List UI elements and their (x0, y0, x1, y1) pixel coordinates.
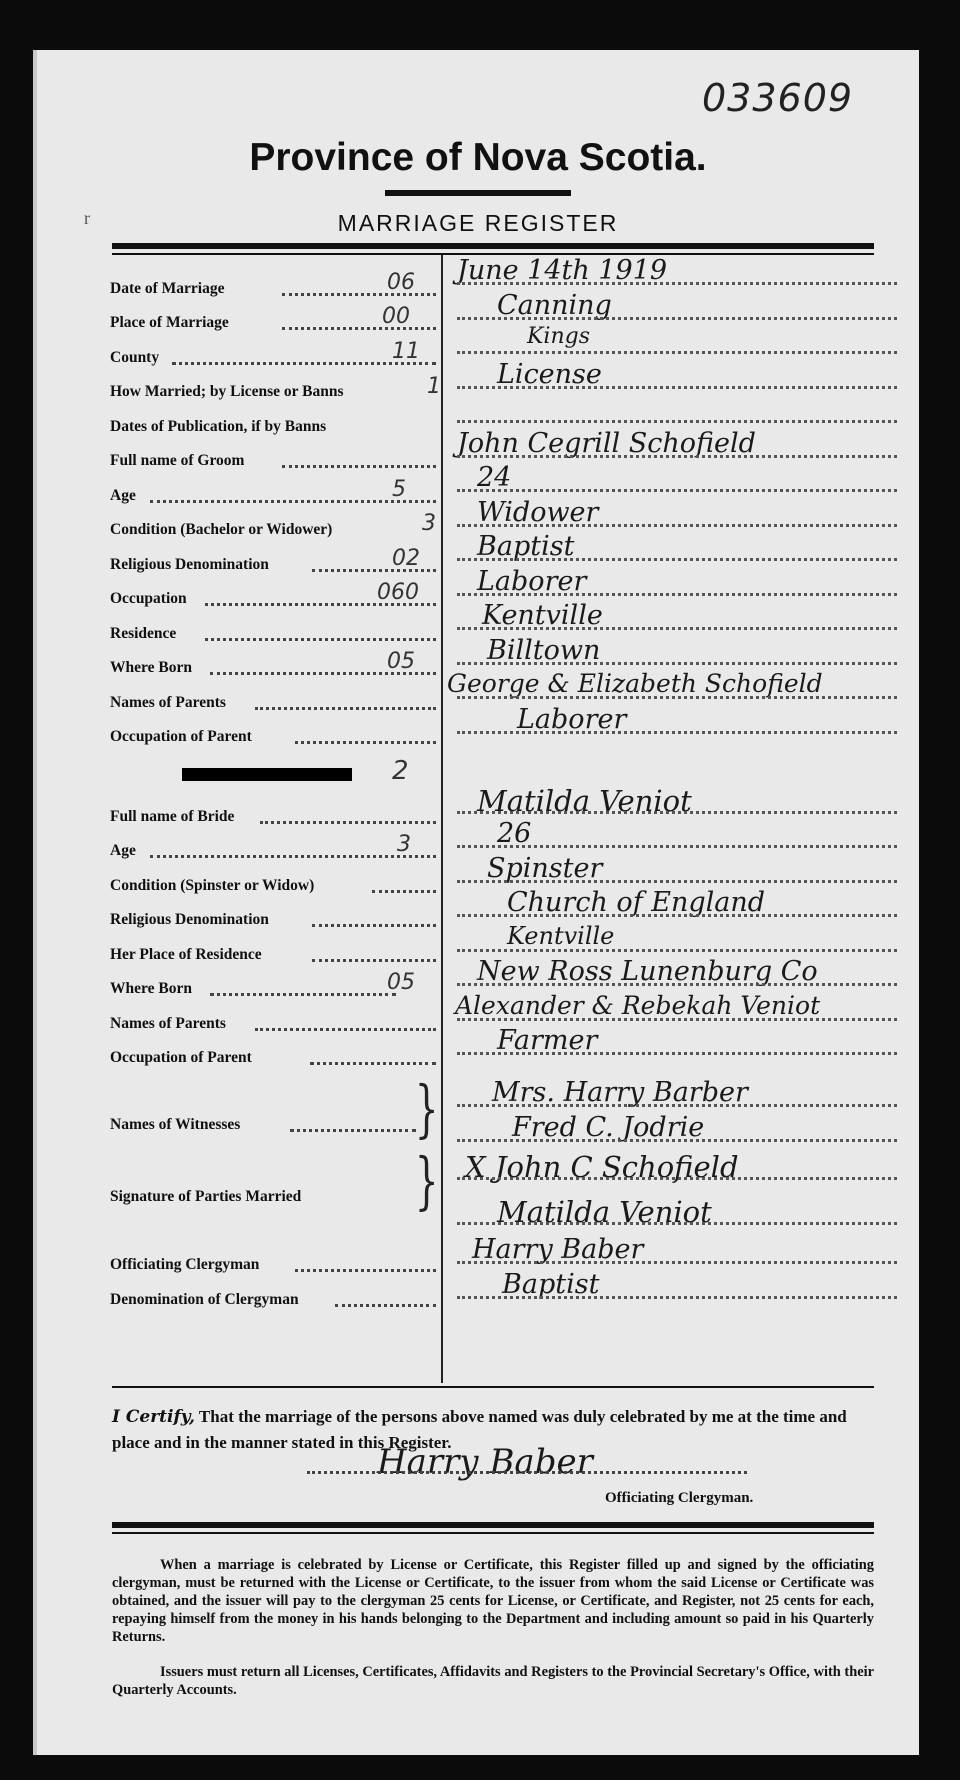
entry-text: Matilda Veniot (477, 784, 692, 818)
column-divider (441, 255, 443, 1383)
field-label: Occupation of Parent (110, 1049, 252, 1066)
entry-dots (457, 1296, 897, 1299)
entry-dots (457, 558, 897, 561)
entry-dots (457, 489, 897, 492)
entry-dots (457, 524, 897, 527)
entry-dots (457, 1261, 897, 1264)
entry-dots (457, 1018, 897, 1021)
field-label: Denomination of Clergyman (110, 1291, 299, 1308)
field-label: Age (110, 842, 136, 859)
entry-text: Baptist (477, 531, 575, 562)
leader-dots (255, 1028, 436, 1031)
entry-dots (457, 1177, 897, 1180)
entry-text: George & Elizabeth Schofield (447, 669, 823, 698)
entry-text: X John C Schofield (465, 1150, 739, 1184)
leader-dots (150, 855, 436, 858)
field-label: Where Born (110, 980, 192, 997)
leader-dots (372, 890, 436, 893)
entry-text: Widower (477, 497, 599, 528)
entry-text: Kings (527, 324, 591, 349)
top-rule (112, 243, 874, 249)
field-row (110, 446, 436, 476)
entry-text: Billtown (487, 635, 601, 666)
witnesses-bracket: } (414, 1072, 439, 1145)
field-row (110, 722, 436, 752)
entry-dots (457, 914, 897, 917)
entry-text: Alexander & Rebekah Veniot (455, 991, 821, 1020)
field-row (110, 343, 436, 373)
entry-text: New Ross Lunenburg Co (477, 956, 818, 987)
entry-dots (457, 662, 897, 665)
field-row (110, 836, 436, 866)
field-row (110, 619, 436, 649)
bride-section-bar (182, 768, 352, 781)
field-code: 3 (397, 832, 411, 857)
field-code: 060 (377, 580, 419, 605)
entry-text: Church of England (507, 887, 766, 918)
entry-text: Spinster (487, 853, 603, 884)
entry-dots (457, 593, 897, 596)
register-sheet (33, 50, 919, 1755)
field-row (110, 1182, 436, 1212)
field-row (110, 550, 436, 580)
bottom-rule (112, 1522, 874, 1528)
entry-dots (457, 351, 897, 354)
bride-section-code: 2 (392, 756, 409, 786)
field-label: Names of Witnesses (110, 1116, 241, 1133)
entry-dots (457, 1052, 897, 1055)
field-label: Names of Parents (110, 694, 226, 711)
leader-dots (205, 638, 436, 641)
field-row (110, 802, 436, 832)
signatures-bracket: } (414, 1144, 439, 1217)
leader-dots (295, 741, 436, 744)
field-row (110, 940, 436, 970)
field-label: Place of Marriage (110, 314, 229, 331)
field-row (110, 1110, 436, 1140)
leader-dots (282, 327, 436, 330)
entry-dots (457, 1104, 897, 1107)
field-label: Residence (110, 625, 177, 642)
leader-dots (290, 1129, 416, 1132)
field-code: 06 (387, 270, 415, 295)
entry-text: Fred C. Jodrie (512, 1112, 705, 1143)
field-code: 02 (392, 546, 420, 571)
field-row (110, 481, 436, 511)
title-rule (385, 190, 571, 196)
entry-text: John Cegrill Schofield (457, 428, 756, 459)
field-label: Date of Marriage (110, 280, 225, 297)
field-label: Religious Denomination (110, 556, 269, 573)
field-label: Signature of Parties Married (110, 1188, 302, 1205)
leader-dots (310, 1062, 436, 1065)
leader-dots (335, 1304, 436, 1307)
field-label: Occupation of Parent (110, 728, 252, 745)
entry-dots (457, 386, 897, 389)
entry-text: 26 (497, 818, 532, 849)
entry-dots (457, 696, 897, 699)
leader-dots (282, 465, 436, 468)
page-edge-marker: r (84, 208, 90, 228)
field-row (110, 688, 436, 718)
officiating-clergyman-label: Officiating Clergyman. (605, 1490, 754, 1506)
field-row (110, 1043, 436, 1073)
entry-text: Canning (497, 290, 612, 321)
leader-dots (210, 993, 396, 996)
field-row (110, 871, 436, 901)
entry-text: Mrs. Harry Barber (492, 1077, 748, 1108)
instructions-paragraph: When a marriage is celebrated by License or Certificate, this Register filled up and signed by the officiating clergyman, must be returned with the License or Certificate, to the issuer from whom the said License or Certificate was obtained, and the issuer will pay to the clergyman 25 cents for License, or Certificate, and Register, not 25 cents for each, repaying himself from the money in his hands belonging to the Department and including amount so paid in his Quarterly Returns. (112, 1557, 874, 1645)
field-row (110, 905, 436, 935)
field-label: Her Place of Residence (110, 946, 262, 963)
issuers-paragraph: Issuers must return all Licenses, Certificates, Affidavits and Registers to the Provincial Secretary's Office, with their Quarterly Accounts. (112, 1664, 874, 1698)
entry-dots (457, 282, 897, 285)
field-code: 05 (387, 970, 415, 995)
field-code: 3 (422, 511, 436, 536)
field-code: 00 (382, 304, 410, 329)
entry-dots (457, 983, 897, 986)
field-row (110, 1285, 436, 1315)
leader-dots (260, 821, 436, 824)
entry-text: Matilda Veniot (497, 1195, 712, 1229)
field-label: Names of Parents (110, 1015, 226, 1032)
entry-text: Laborer (477, 566, 587, 597)
field-row (110, 1009, 436, 1039)
field-label: Officiating Clergyman (110, 1256, 260, 1273)
entry-dots (457, 949, 897, 952)
entry-dots (457, 880, 897, 883)
reference-number: 033609 (702, 76, 854, 120)
field-label: Religious Denomination (110, 911, 269, 928)
entry-text: Laborer (517, 704, 627, 735)
field-code: 05 (387, 649, 415, 674)
bottom-rule-thin (112, 1532, 874, 1534)
leader-dots (295, 1269, 436, 1272)
mid-rule (112, 1386, 874, 1388)
field-label: Full name of Bride (110, 808, 235, 825)
field-label: Dates of Publication, if by Banns (110, 418, 327, 435)
field-label: County (110, 349, 160, 366)
field-row (110, 377, 436, 407)
field-code: 1 (427, 374, 441, 399)
entry-text: Kentville (507, 922, 615, 950)
signature-dots (307, 1471, 747, 1474)
page-title: Province of Nova Scotia. (249, 136, 707, 179)
entry-text: June 14th 1919 (457, 255, 668, 286)
field-label: Age (110, 487, 136, 504)
entry-text: Baptist (502, 1269, 600, 1300)
leader-dots (312, 959, 436, 962)
field-code: 5 (392, 477, 406, 502)
entry-dots (457, 455, 897, 458)
entry-dots (457, 811, 897, 814)
field-code: 11 (392, 339, 420, 364)
entry-dots (457, 731, 897, 734)
entry-dots (457, 317, 897, 320)
field-row (110, 515, 436, 545)
field-row (110, 412, 436, 442)
entry-text: Kentville (482, 600, 603, 631)
entry-text: License (497, 359, 602, 390)
certify-text: That the marriage of the persons above named was duly celebrated by me at the time and place and in the manner stated in this Register. (112, 1407, 847, 1452)
entry-text: Harry Baber (472, 1234, 644, 1265)
certify-lead: I Certify, (112, 1407, 195, 1427)
leader-dots (312, 924, 436, 927)
entry-text: Farmer (497, 1025, 598, 1056)
field-row (110, 1250, 436, 1280)
entry-dots (457, 420, 897, 423)
entry-dots (457, 627, 897, 630)
entry-dots (457, 1222, 897, 1225)
entry-text: 24 (477, 462, 512, 493)
field-label: Condition (Spinster or Widow) (110, 877, 315, 894)
entry-dots (457, 1139, 897, 1142)
clergy-signature: Harry Baber (377, 1442, 593, 1482)
field-label: How Married; by License or Banns (110, 383, 344, 400)
field-label: Where Born (110, 659, 192, 676)
field-label: Occupation (110, 590, 187, 607)
field-label: Condition (Bachelor or Widower) (110, 521, 333, 538)
field-label: Full name of Groom (110, 452, 245, 469)
page-subtitle: MARRIAGE REGISTER (337, 210, 619, 236)
entry-dots (457, 845, 897, 848)
leader-dots (255, 707, 436, 710)
